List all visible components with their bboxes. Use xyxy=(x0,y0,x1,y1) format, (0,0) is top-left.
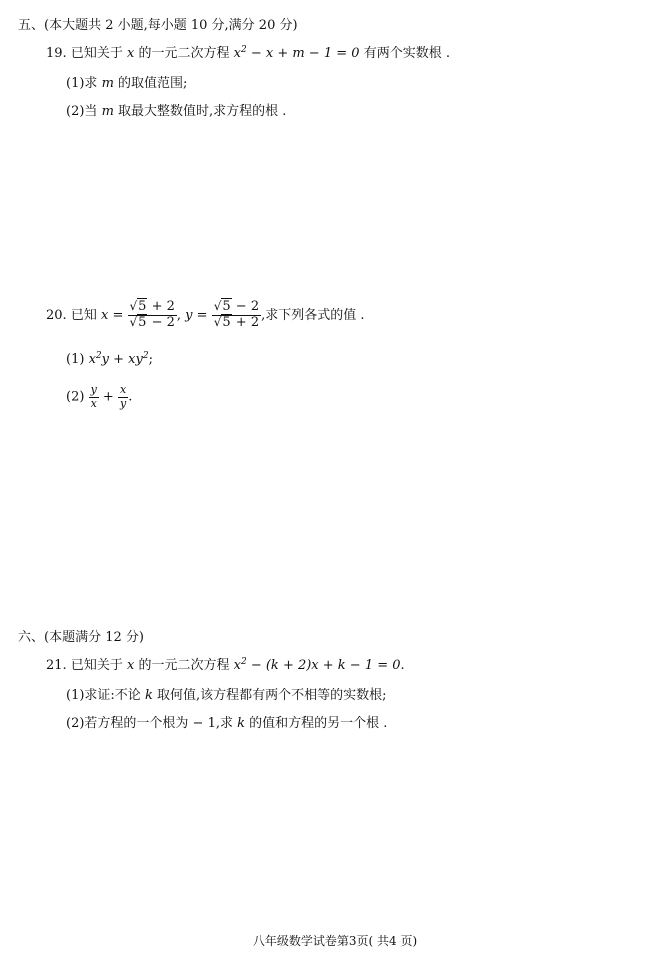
q20-sub2: (2) $\frac{y}{x}$ + $\frac{x}{y}$ . xyxy=(66,383,133,410)
q19-sub1: (1)求 m 的取值范围; xyxy=(66,76,188,91)
fraction-y-over-x: $\frac{y}{x}$ xyxy=(90,383,97,410)
question-20: 20. 已知 x = $\frac{√5 + 2}{√5 - 2}$ , y = $\frac{√5 - 2}{√5 + 2}$ ,求下列各式的值 . xyxy=(46,299,365,330)
equation: $x^2 - (k + 2)x + k - 1 = 0$. xyxy=(233,657,405,673)
page-footer: 八年级数学试卷第3页( 共4 页) xyxy=(252,934,418,948)
q20-sub1: (1) $x^2y + xy^2$; xyxy=(66,351,153,367)
q21-sub1: (1)求证:不论 k 取何值,该方程都有两个不相等的实数根; xyxy=(66,688,387,703)
q19-prefix: 已知关于 xyxy=(70,46,123,61)
q19-suffix: 有两个实数根 . xyxy=(363,46,450,61)
fraction-x-over-y: $\frac{x}{y}$ xyxy=(119,383,127,410)
q19-mid: 的一元二次方程 xyxy=(138,46,230,61)
equation: $x^2 - x + m - 1 = 0$ xyxy=(233,45,360,61)
sqrt: √5 xyxy=(129,299,147,314)
var-x: x xyxy=(126,46,135,61)
section-5-header: 五、(本大题共 2 小题,每小题 10 分,满分 20 分) xyxy=(18,18,298,33)
question-number: 21. xyxy=(46,658,67,673)
fraction-x: $\frac{√5 + 2}{√5 - 2}$ xyxy=(129,299,175,330)
fraction-y: $\frac{√5 - 2}{√5 + 2}$ xyxy=(213,299,260,330)
question-19 xyxy=(46,42,450,61)
section-6-header: 六、(本题满分 12 分) xyxy=(18,630,144,645)
q19-sub2: (2)当 m 取最大整数值时,求方程的根 . xyxy=(66,104,287,119)
sqrt: √5 xyxy=(213,299,231,314)
q21-sub2: (2)若方程的一个根为 − 1,求 k 的值和方程的另一个根 . xyxy=(66,716,388,731)
sqrt: √5 xyxy=(213,314,231,330)
question-number: 19. xyxy=(46,46,67,61)
question-21: 21. 已知关于 x 的一元二次方程 $x^2 - (k + 2)x + k - 1 = 0$. xyxy=(46,657,405,673)
sqrt: √5 xyxy=(129,314,147,330)
question-number: 20. xyxy=(46,307,67,323)
